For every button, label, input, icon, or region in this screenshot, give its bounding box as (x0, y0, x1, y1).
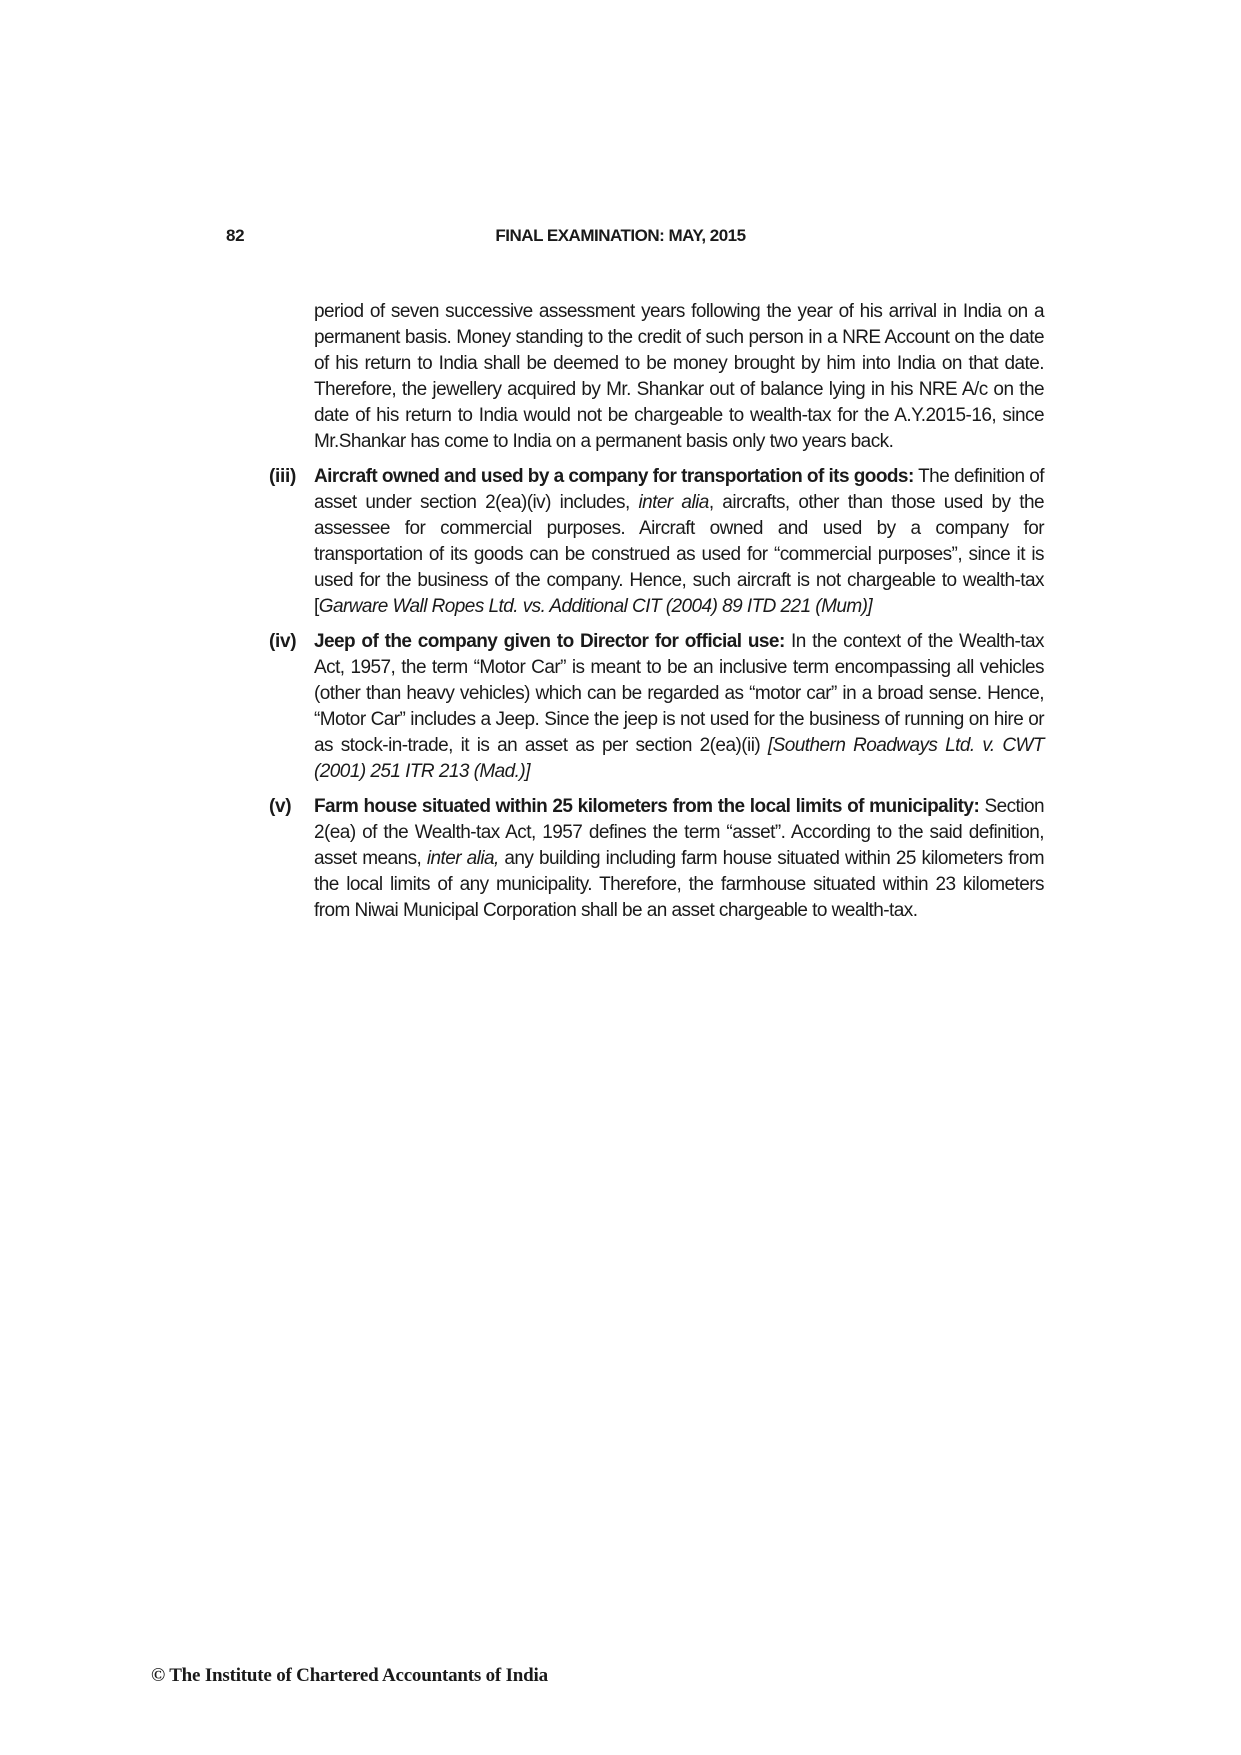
item-heading: Jeep of the company given to Director for official use: (314, 631, 785, 652)
item-citation: Garware Wall Ropes Ltd. vs. Additional CIT (2004) 89 ITD 221 (Mum)] (318, 596, 873, 617)
item-italic: inter alia, (426, 848, 499, 869)
item-paragraph (314, 464, 1044, 620)
item-text: The definition of asset under section 2(ea)(iv) includes, (314, 466, 1044, 513)
item-citation: [Southern Roadways Ltd. v. CWT (2001) 251 ITR 213 (Mad.)] (314, 735, 1044, 782)
item-text: Section 2(ea) of the Wealth-tax Act, 1957 defines the term “asset”. According to the said definition, asset means, (314, 796, 1044, 869)
item-heading: Farm house situated within 25 kilometers from the local limits of municipality: (314, 796, 980, 817)
item-number: (v) (269, 796, 292, 817)
copyright-footer: © The Institute of Chartered Accountants of India (151, 1665, 548, 1686)
item-text: any building including farm house situated within 25 kilometers from the local limits of any municipality. Therefore, the farmhouse situated within 23 kilometers from Niwai Municipal Corporation shall be an asset chargeable to wealth-tax. (314, 848, 1044, 921)
list-item-iii (269, 464, 1044, 620)
item-text: In the context of the Wealth-tax Act, 1957, the term “Motor Car” is meant to be an inclusive term encompassing all vehicles (other than heavy vehicles) which can be regarded as “motor car” in a broad sense. Hence, “Motor Car” includes a Jeep. Since the jeep is not used for the business of running on hire or as stock-in-trade, it is an asset as per section 2(ea)(ii) (314, 631, 1044, 756)
running-header: FINAL EXAMINATION: MAY, 2015 (495, 226, 746, 245)
continuation-paragraph: period of seven successive assessment years following the year of his arrival in India on a permanent basis. Money standing to the credit of such person in a NRE Account on the date of his return to India shall be deemed to be money brought by him into India on that date. Therefore, the jewellery acquired by Mr. Shankar out of balance lying in his NRE A/c on the date of his return to India would not be chargeable to wealth-tax for the A.Y.2015-16, since Mr.Shankar has come to India on a permanent basis only two years back. (314, 301, 1044, 452)
list-item-iv (269, 629, 1044, 785)
document-body (269, 299, 1044, 924)
item-italic: inter alia (638, 492, 709, 513)
page-number: 82 (226, 226, 245, 245)
item-paragraph (314, 629, 1044, 785)
item-text: , aircrafts, other than those used by the assessee for commercial purposes. Aircraft owned and used by a company for transportation of its goods can be construed as used for “commercial purposes”, since it is used for the business of the company. Hence, such aircraft is not chargeable to wealth-tax [ (314, 492, 1044, 617)
item-number: (iii) (269, 466, 296, 487)
item-heading: Aircraft owned and used by a company for transportation of its goods: (314, 466, 914, 487)
item-number: (iv) (269, 631, 297, 652)
item-paragraph (314, 794, 1044, 924)
list-item-v (269, 794, 1044, 924)
